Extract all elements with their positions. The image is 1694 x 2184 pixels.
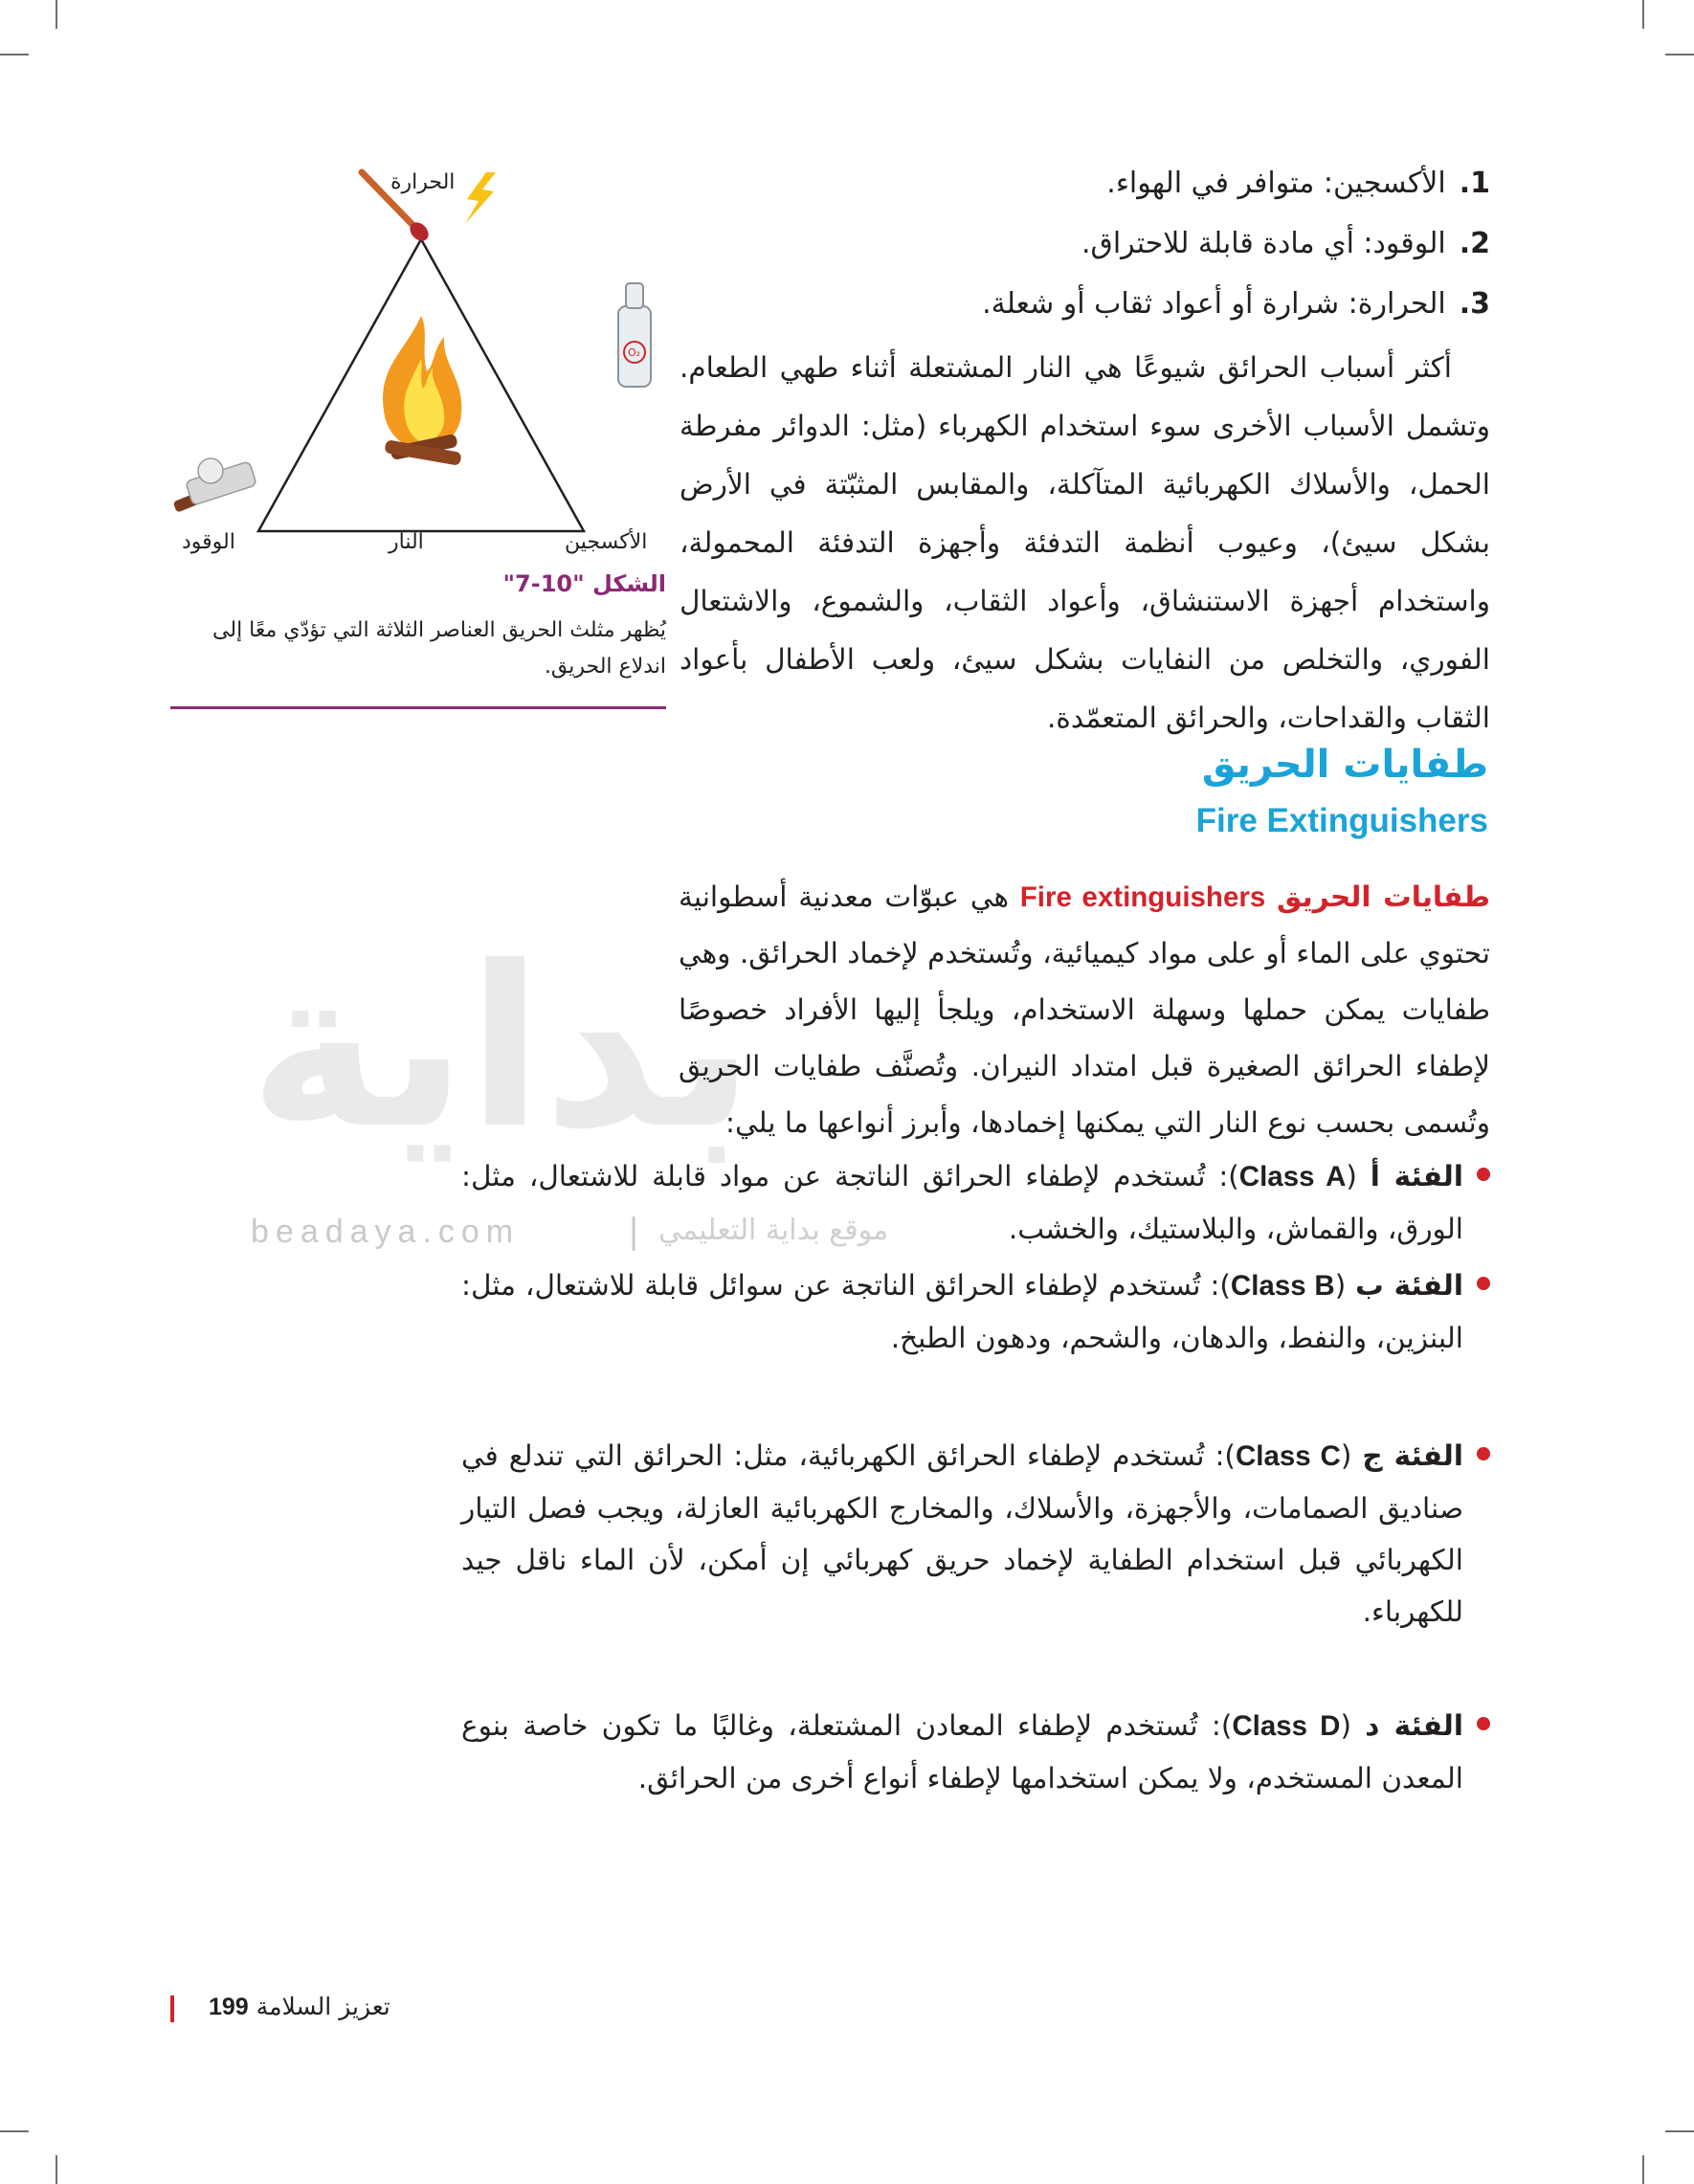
crop-mark — [0, 2130, 29, 2132]
numbered-item-heat: 3.الحرارة: شرارة أو أعواد ثقاب أو شعلة. — [982, 287, 1490, 321]
numbered-item-fuel: 2.الوقود: أي مادة قابلة للاحتراق. — [1081, 227, 1490, 260]
footer-title: تعزيز السلامة — [256, 1993, 390, 2020]
oxygen-bottle-icon — [618, 283, 651, 387]
section-title-en: Fire Extinguishers — [1195, 802, 1488, 839]
label-oxygen: الأكسجين — [565, 530, 648, 554]
class-c-item: الفئة ج (Class C): تُستخدم لإطفاء الحرائق الكهربائية، مثل: الحرائق التي تندلع في صناديق الصمامات، والأجهزة، والأسلاك، والمخارج الكهربائية العازلة، ويجب فصل التيار الكهربائي قبل استخدام الطفاية لإخماد حريق كهربائي إن أمكن، لأن الماء ناقل جيد للكهرباء. — [461, 1430, 1490, 1638]
class-d-item: الفئة د (Class D): تُستخدم لإطفاء المعادن المشتعلة، وغالبًا ما تكون خاصة بنوع المعدن المستخدم، ولا يمكن استخدامها لإطفاء أنواع أخرى من الحرائق. — [461, 1700, 1490, 1804]
numbered-item-oxygen: 1.الأكسجين: متوافر في الهواء. — [1106, 167, 1490, 200]
term-en: Fire extinguishers — [1019, 881, 1266, 913]
bullet-dot — [1477, 1277, 1490, 1290]
fire-icon — [383, 316, 462, 466]
watermark-separator: | — [628, 1212, 640, 1251]
term-ar: طفايات الحريق — [1277, 880, 1490, 913]
footer-marker — [170, 1995, 174, 2022]
figure-caption: يُظهر مثلث الحريق العناصر الثلاثة التي تؤدّي معًا إلى اندلاع الحريق. — [212, 618, 666, 679]
label-fuel: الوقود — [182, 530, 235, 554]
crop-mark — [56, 2155, 57, 2184]
watermark-url: beadaya.com — [251, 1214, 521, 1250]
section-title-ar: طفايات الحريق — [1201, 743, 1488, 787]
label-heat: الحرارة — [390, 170, 456, 194]
o2-label: O₂ — [628, 346, 641, 359]
bullet-dot — [1477, 1168, 1490, 1181]
watermark-tagline: موقع بداية التعليمي — [658, 1214, 889, 1247]
watermark-logo: بداية — [249, 919, 755, 1177]
crop-mark — [0, 54, 29, 56]
class-a-item: الفئة أ (Class A): تُستخدم لإطفاء الحرائق الناتجة عن مواد قابلة للاشتعال، مثل: الورق، والقماش، والبلاستيك، والخشب. — [461, 1150, 1490, 1255]
crop-mark — [1665, 2130, 1694, 2132]
page-footer — [209, 1993, 390, 2021]
intro-paragraph: طفايات الحريق Fire extinguishers هي عبوّات معدنية أسطوانية تحتوي على الماء أو على مواد كيميائية، وتُستخدم لإخماد الحرائق. وهي طفايات يمكن حملها وسهلة الاستخدام، ويلجأ إليها الأفراد خصوصًا لإطفاء الحرائق الصغيرة قبل امتداد النيران. وتُصنَّف طفايات الحريق وتُسمى بحسب نوع النار التي يمكنها إخمادها، وأبرز أنواعها ما يلي: — [679, 880, 1490, 1139]
crop-mark — [56, 0, 57, 29]
crop-mark — [1642, 0, 1644, 29]
label-fire: النار — [389, 530, 424, 554]
bullet-dot — [1477, 1447, 1490, 1460]
causes-paragraph: أكثر أسباب الحرائق شيوعًا هي النار المشتعلة أثناء طهي الطعام. وتشمل الأسباب الأخرى سوء استخدام الكهرباء (مثل: الدوائر مفرطة الحمل، والأسلاك الكهربائية المتآكلة، والمقابس المثبّتة في الأرض بشكل سيئ)، وعيوب أنظمة التدفئة وأجهزة التدفئة المحمولة، واستخدام أجهزة الاستنشاق، وأعواد الثقاب، والشموع، والاشتعال الفوري، والتخلص من النفايات بشكل سيئ، ولعب الأطفال بأعواد الثقاب والقداحات، والحرائق المتعمّدة. — [680, 351, 1490, 734]
crop-mark — [1642, 2155, 1644, 2184]
bullet-dot — [1477, 1717, 1490, 1730]
fire-triangle-figure — [163, 163, 680, 565]
crop-mark — [1665, 54, 1694, 56]
figure-divider — [170, 706, 666, 709]
spark-icon — [465, 172, 496, 224]
class-b-item: الفئة ب (Class B): تُستخدم لإطفاء الحرائق الناتجة عن سوائل قابلة للاشتعال، مثل: البنزين، والنفط، والدهان، والشحم، ودهون الطبخ. — [461, 1259, 1490, 1364]
figure-title: الشكل "10-7" — [502, 570, 666, 597]
page-number: 199 — [209, 1994, 249, 2020]
fuel-icon — [173, 458, 257, 513]
